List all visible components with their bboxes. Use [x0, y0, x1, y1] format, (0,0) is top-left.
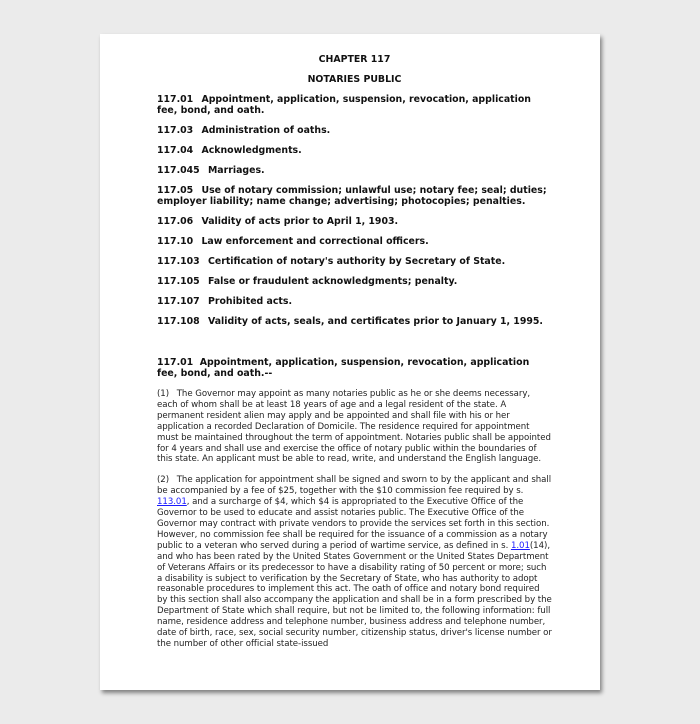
table-of-contents: [157, 94, 552, 327]
paragraph-label: (2): [157, 475, 170, 486]
toc-title: Use of notary commission; unlawful use; notary fee; seal; duties; employer liability; name change; advertising; photocopies; penalties.: [157, 185, 547, 207]
statute-link-113-01[interactable]: 113.01: [157, 497, 187, 508]
chapter-title: NOTARIES PUBLIC: [307, 74, 402, 85]
document-page: [100, 34, 600, 690]
chapter-heading: CHAPTER 117: [318, 54, 391, 65]
toc-item: [157, 165, 552, 176]
toc-number: 117.05: [157, 185, 194, 196]
section-heading: [157, 357, 552, 379]
toc-item: [157, 145, 552, 156]
paragraph-text: , and a surcharge of $4, which $4 is appropriated to the Executive Office of the Governor to be used to educate and assist notaries public. The Executive Office of the Governor may contract with private vendors to provide the services set forth in this section. However, no commission fee shall be required for the issuance of a commission as a notary public to a veteran who served during a period of wartime service, as defined in s.: [157, 497, 550, 551]
section-number: 117.01: [157, 357, 194, 368]
toc-item: [157, 94, 552, 116]
toc-number: 117.01: [157, 94, 194, 105]
toc-title: Prohibited acts.: [207, 296, 293, 307]
toc-number: 117.105: [157, 276, 200, 287]
toc-title: False or fraudulent acknowledgments; penalty.: [207, 276, 458, 287]
toc-item: [157, 236, 552, 247]
toc-item: [157, 296, 552, 307]
document-content: [157, 54, 552, 660]
paragraph-label: (1): [157, 389, 170, 399]
paragraph-text: The Governor may appoint as many notaries public as he or she deems necessary, each of whom shall be at least 18 years of age and a legal resident of the state. A permanent resident alien may apply and be appointed and shall file with his or her application a recorded Declaration of Domicile. The residence required for appointment must be maintained throughout the term of appointment. Notaries public shall be appointed for 4 years and shall use and exercise the office of notary public within the boundaries of this state. An applicant must be able to read, write, and understand the English language.: [157, 389, 551, 465]
toc-number: 117.045: [157, 165, 200, 176]
toc-title: Certification of notary's authority by Secretary of State.: [207, 256, 506, 267]
toc-number: 117.06: [157, 216, 194, 227]
toc-number: 117.107: [157, 296, 200, 307]
toc-title: Law enforcement and correctional officers.: [201, 236, 429, 247]
toc-title: Marriages.: [207, 165, 265, 176]
toc-title: Appointment, application, suspension, revocation, application fee, bond, and oath.: [157, 94, 531, 116]
toc-number: 117.108: [157, 316, 200, 327]
paragraph-text: The application for appointment shall be signed and sworn to by the applicant and shall be accompanied by a fee of $25, together with the $10 commission fee required by s.: [157, 475, 552, 497]
statute-link-1-01[interactable]: 1.01: [510, 540, 530, 551]
toc-item: [157, 185, 552, 207]
toc-title: Administration of oaths.: [201, 125, 331, 136]
paragraph-2: [157, 475, 552, 650]
toc-number: 117.03: [157, 125, 194, 136]
toc-item: [157, 125, 552, 136]
toc-item: [157, 276, 552, 287]
paragraph-text: (14), and who has been rated by the United States Government or the United States Department of Veterans Affairs or its predecessor to have a disability rating of 50 percent or more; such a disability is subject to verification by the Secretary of State, who has authority to adopt reasonable procedures to implement this act. The oath of office and notary bond required by this section shall also accompany the application and shall be in a form prescribed by the Department of State which shall require, but not be limited to, the following information: full name, residence address and telephone number, business address and telephone number, date of birth, race, sex, social security number, citizenship status, driver's license number or the number of other official state-issued: [157, 540, 552, 649]
toc-title: Validity of acts prior to April 1, 1903.: [201, 216, 399, 227]
section-title: Appointment, application, suspension, revocation, application fee, bond, and oath.--: [157, 357, 530, 379]
toc-title: Acknowledgments.: [201, 145, 302, 156]
toc-number: 117.103: [157, 256, 200, 267]
toc-title: Validity of acts, seals, and certificates prior to January 1, 1995.: [207, 316, 543, 327]
toc-item: [157, 316, 552, 327]
toc-item: [157, 216, 552, 227]
toc-number: 117.10: [157, 236, 194, 247]
paragraph-1: [157, 389, 552, 465]
toc-number: 117.04: [157, 145, 194, 156]
toc-item: [157, 256, 552, 267]
